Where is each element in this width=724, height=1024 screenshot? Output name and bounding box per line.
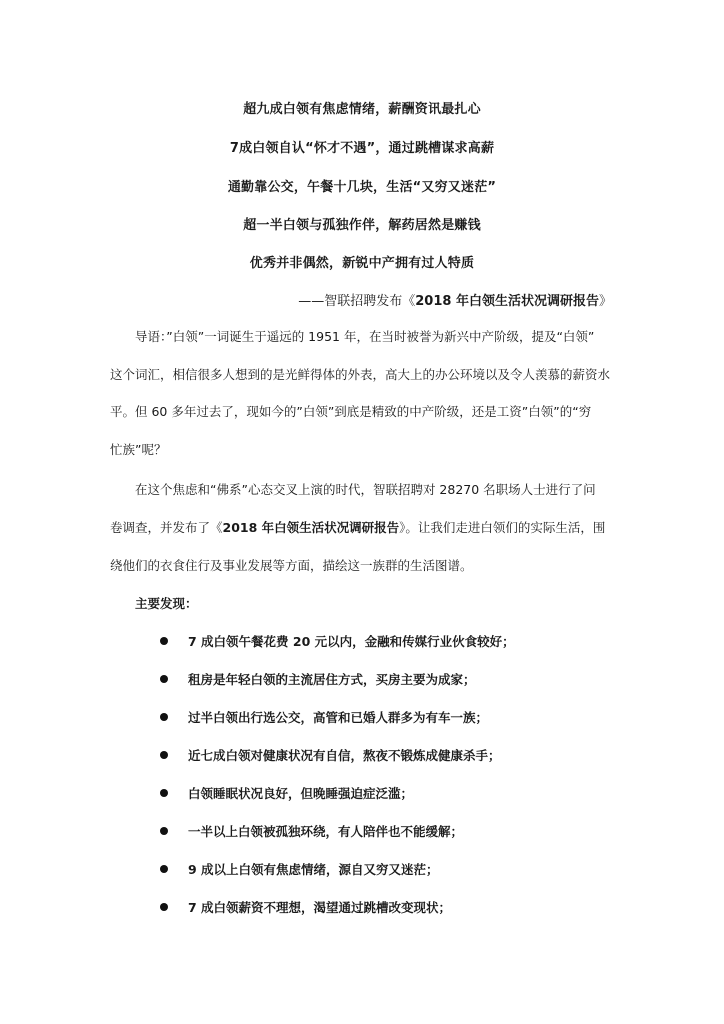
- bullet-dot-icon: [160, 865, 168, 873]
- finding-item: [160, 708, 620, 726]
- para2-report-title: 2018 年白领生活状况调研报告: [222, 520, 400, 535]
- bullet-dot-icon: [160, 637, 168, 645]
- finding-text: 9 成以上白领有焦虑情绪，源自又穷又迷茫；: [188, 862, 439, 877]
- headline-2: 7成白领自认“怀才不遇”，通过跳槽谋求高薪: [229, 141, 495, 156]
- intro-line-2: 这个词汇，相信很多人想到的是光鲜得体的外表，高大上的办公环境以及令人羡慕的薪资水: [110, 367, 611, 382]
- finding-item: [160, 746, 620, 764]
- headline-3: 通勤靠公交，午餐十几块，生活“又穷又迷茫”: [227, 180, 497, 195]
- finding-text: 租房是年轻白领的主流居住方式，买房主要为成家；: [188, 672, 476, 687]
- headline-1: 超九成白领有焦虑情绪，薪酬资讯最扎心: [243, 102, 481, 117]
- finding-text: 过半白领出行选公交，高管和已婚人群多为有车一族；: [188, 710, 489, 725]
- headline-4: 超一半白领与孤独作伴，解药居然是赚钱: [243, 218, 481, 233]
- finding-text: 一半以上白领被孤独环绕，有人陪伴也不能缓解；: [188, 824, 464, 839]
- finding-item: [160, 860, 620, 878]
- byline-suffix: 》: [598, 294, 612, 309]
- bullet-dot-icon: [160, 751, 168, 759]
- byline-report-title: 2018 年白领生活状况调研报告: [415, 294, 599, 309]
- bullet-dot-icon: [160, 713, 168, 721]
- bullet-dot-icon: [160, 789, 168, 797]
- finding-item: [160, 822, 620, 840]
- para2-line-2-suffix: 》。让我们走进白领们的实际生活，围: [399, 520, 606, 535]
- byline: [298, 290, 612, 309]
- bullet-dot-icon: [160, 827, 168, 835]
- para2-line-2-prefix: 卷调查，并发布了《: [110, 520, 223, 535]
- intro-line-1: 导语：”白领”一词诞生于遥远的 1951 年，在当时被誉为新兴中产阶级，提及“白领”: [135, 329, 595, 344]
- para2-line-3: 绕他们的衣食住行及事业发展等方面，描绘这一族群的生活图谱。: [110, 558, 473, 573]
- finding-item: [160, 784, 620, 802]
- finding-text: 白领睡眠状况良好，但晚睡强迫症泛滥；: [188, 786, 414, 801]
- finding-item: [160, 632, 620, 650]
- finding-item: [160, 898, 620, 916]
- finding-text: 7 成白领薪资不理想，渴望通过跳槽改变现状；: [188, 900, 452, 915]
- byline-prefix: ——智联招聘发布《: [298, 294, 416, 309]
- bullet-dot-icon: [160, 903, 168, 911]
- headline-5: 优秀并非偶然，新锐中产拥有过人特质: [249, 256, 475, 271]
- finding-text: 7 成白领午餐花费 20 元以内，金融和传媒行业伙食较好；: [188, 634, 515, 649]
- intro-line-3: 平。但 60 多年过去了，现如今的”白领”到底是精致的中产阶级，还是工资”白领”的“穷: [110, 404, 592, 419]
- intro-line-4: 忙族”呢？: [110, 442, 167, 457]
- finding-item: [160, 670, 620, 688]
- para2-line-1: 在这个焦虑和“佛系”心态交叉上演的时代，智联招聘对 28270 名职场人士进行了问: [135, 482, 596, 497]
- findings-title: 主要发现：: [135, 596, 198, 611]
- bullet-dot-icon: [160, 675, 168, 683]
- finding-text: 近七成白领对健康状况有自信，熬夜不锻炼成健康杀手；: [188, 748, 501, 763]
- para2-line-2: [110, 518, 614, 536]
